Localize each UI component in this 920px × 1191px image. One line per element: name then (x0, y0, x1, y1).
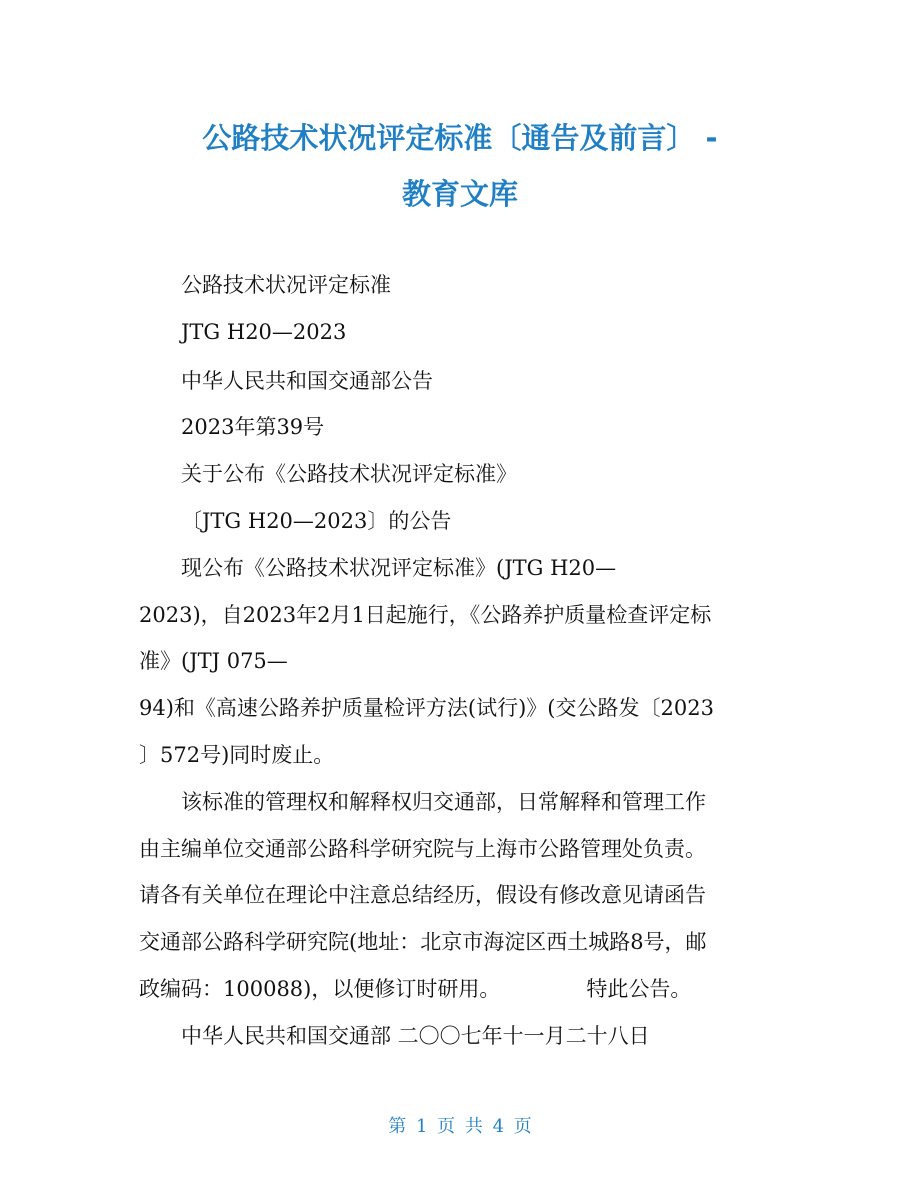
paragraph-2-line-5-text: 政编码：100088)，以便修订时研用。 (139, 977, 501, 1001)
paragraph-1-line-3: 准》(JTJ 075— (139, 649, 288, 673)
paragraph-1-line-2: 2023)，自2023年2月1日起施行，《公路养护质量检查评定标 (139, 603, 712, 627)
paragraph-1-line-1: 现公布《公路技术状况评定标准》(JTG H20— (181, 556, 617, 580)
document-title-line-2: 教育文库 (401, 177, 518, 211)
document-title-line-1: 公路技术状况评定标准〔通告及前言〕 - (202, 121, 718, 155)
paragraph-2-line-3: 请各有关单位在理论中注意总结经历，假设有修改意见请函告 (139, 883, 706, 907)
paragraph-2-line-5 (139, 974, 799, 1004)
paragraph-2-line-2: 由主编单位交通部公路科学研究院与上海市公路管理处负责。 (139, 837, 706, 861)
paragraph-1-line-5: 〕572号)同时废止。 (139, 743, 335, 767)
paragraph-1-line-4: 94)和《高速公路养护质量检评方法(试行)》(交公路发〔2023 (139, 696, 714, 720)
paragraph-2-line-4: 交通部公路科学研究院(地址：北京市海淀区西土城路8号，邮 (139, 930, 707, 954)
announcement-number: 2023年第39号 (181, 415, 325, 439)
announcement-subject-line-1: 关于公布《公路技术状况评定标准》 (181, 462, 517, 486)
paragraph-2-line-1: 该标准的管理权和解释权归交通部，日常解释和管理工作 (181, 790, 706, 814)
issuer-line: 中华人民共和国交通部公告 (181, 369, 433, 393)
closing-remark: 特此公告。 (586, 977, 692, 1001)
standard-code: JTG H20—2023 (181, 320, 347, 344)
page-number: 第 1 页 共 4 页 (388, 1116, 532, 1137)
announcement-subject-line-2: 〔JTG H20—2023〕的公告 (181, 509, 452, 533)
standard-name: 公路技术状况评定标准 (181, 273, 391, 297)
signature-and-date: 中华人民共和国交通部 二〇〇七年十一月二十八日 (181, 1024, 650, 1048)
